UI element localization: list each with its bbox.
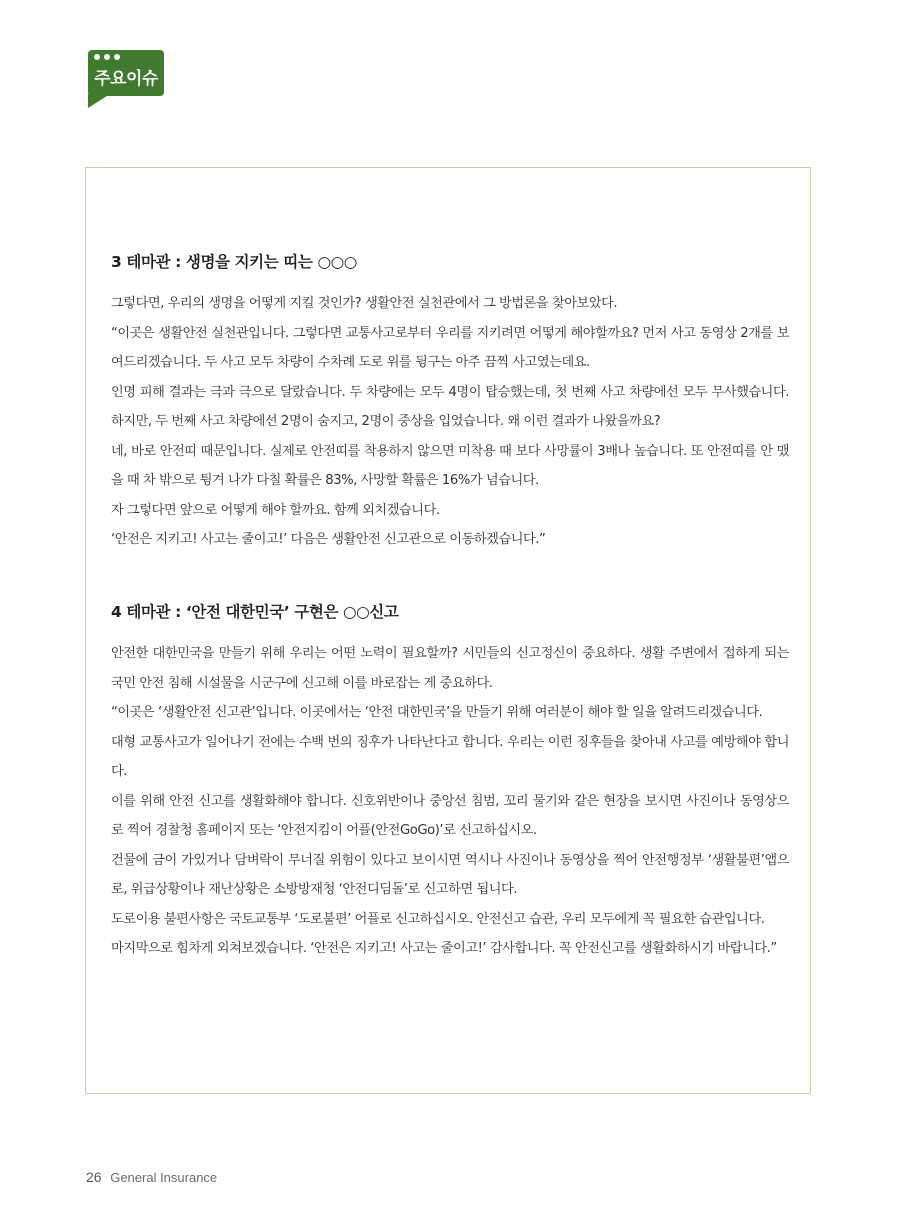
paragraph: ‘안전은 지키고! 사고는 줄이고!’ 다음은 생활안전 신고관으로 이동하겠습니다.” [111, 532, 546, 547]
paragraph: 이를 위해 안전 신고를 생활화해야 합니다. 신호위반이나 중앙선 침범, 꼬리 물기와 같은 현장을 보시면 사진이나 동영상으로 찍어 경찰청 홈페이지 또는 ‘안전지킴이 어플(안전GoGo)’로 신고하십시오. [111, 793, 789, 838]
ellipsis-icon [94, 54, 120, 60]
speech-bubble-tail [88, 94, 110, 108]
section-heading: 3 테마관 : 생명을 지키는 띠는 ○○○ [111, 253, 357, 271]
section-badge [88, 50, 164, 110]
paragraph: 대형 교통사고가 일어나기 전에는 수백 번의 징후가 나타난다고 합니다. 우리는 이런 징후들을 찾아내 사고를 예방해야 합니다. [111, 734, 789, 779]
paragraph: “이곳은 ‘생활안전 신고관’입니다. 이곳에서는 ‘안전 대한민국’을 만들기 위해 여러분이 해야 할 일을 알려드리겠습니다. [111, 705, 763, 720]
page-number: 26 [86, 1169, 102, 1185]
paragraph: 안전한 대한민국을 만들기 위해 우리는 어떤 노력이 필요할까? 시민들의 신고정신이 중요하다. 생활 주변에서 접하게 되는 국민 안전 침해 시설물을 시군구에 신고해 이를 바로잡는 게 중요하다. [111, 646, 789, 691]
paragraph: 인명 피해 결과는 극과 극으로 달랐습니다. 두 차량에는 모두 4명이 탑승했는데, 첫 번째 사고 차량에선 모두 무사했습니다. 하지만, 두 번째 사고 차량에선 2명이 숨지고, 2명이 중상을 입었습니다. 왜 이런 결과가 나왔을까요? [111, 384, 789, 429]
paragraph: 건물에 금이 가있거나 담벼락이 무너질 위험이 있다고 보이시면 역시나 사진이나 동영상을 찍어 안전행정부 ‘생활불편’앱으로, 위급상황이나 재난상황은 소방방재청 ‘안전디딤돌’로 신고하면 됩니다. [111, 852, 789, 897]
article-box [85, 167, 811, 1094]
paragraph: 마지막으로 힘차게 외쳐보겠습니다. ‘안전은 지키고! 사고는 줄이고!’ 감사합니다. 꼭 안전신고를 생활화하시기 바랍니다.” [111, 941, 777, 956]
badge-label: 주요이슈 [94, 69, 158, 89]
paragraph: 도로이용 불편사항은 국토교통부 ‘도로불편’ 어플로 신고하십시오. 안전신고 습관, 우리 모두에게 꼭 필요한 습관입니다. [111, 911, 765, 927]
paragraph: 네, 바로 안전띠 때문입니다. 실제로 안전띠를 착용하지 않으면 미착용 때 보다 사망률이 3배나 높습니다. 또 안전띠를 안 맸을 때 차 밖으로 튕겨 나가 다칠 확률은 83%, 사망할 확률은 16%가 넘습니다. [111, 443, 789, 488]
paragraph: “이곳은 생활안전 실천관입니다. 그렇다면 교통사고로부터 우리를 지키려면 어떻게 해야할까요? 먼저 사고 동영상 2개를 보여드리겠습니다. 두 사고 모두 차량이 수차례 도로 위를 뒹구는 아주 끔찍 사고였는데요. [111, 325, 789, 370]
section-heading: 4 테마관 : ‘안전 대한민국’ 구현은 ○○신고 [111, 603, 399, 621]
section-theme-4 [111, 601, 789, 964]
page-footer [86, 1169, 217, 1185]
section-theme-3 [111, 251, 789, 555]
paragraph: 자 그렇다면 앞으로 어떻게 해야 할까요. 함께 외치겠습니다. [111, 502, 440, 518]
paragraph: 그렇다면, 우리의 생명을 어떻게 지킬 것인가? 생활안전 실천관에서 그 방법론을 찾아보았다. [111, 296, 618, 311]
publication-name: General Insurance [110, 1170, 218, 1185]
